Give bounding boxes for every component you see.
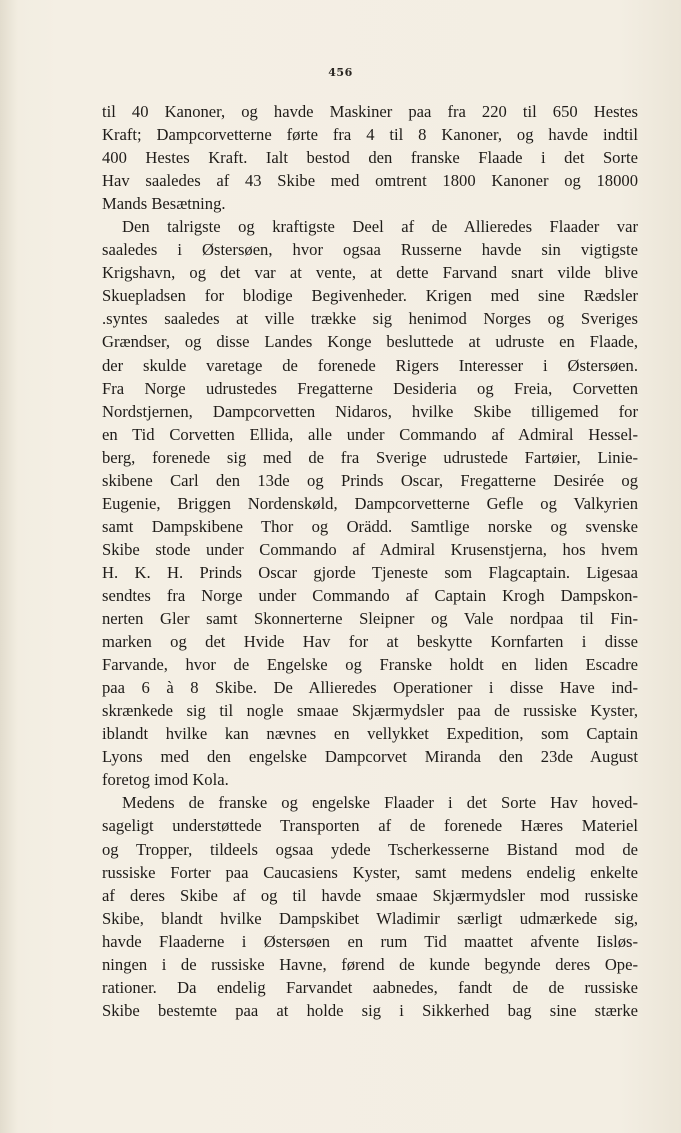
text-line: en Tid Corvetten Ellida, alle under Commando af Admiral Hessel- <box>102 424 638 444</box>
text-line: nerten Gler samt Skonnerterne Sleipner og Vale nordpaa til Fin- <box>102 609 638 629</box>
text-line: 400 Hestes Kraft. Ialt bestod den franske Flaade i det Sorte <box>102 148 638 168</box>
text-line: iblandt hvilke kan nævnes en vellykket Expedition, som Captain <box>102 724 638 744</box>
text-line: Skibe, blandt hvilke Dampskibet Wladimir særligt udmærkede sig, <box>102 908 638 928</box>
text-line: saaledes i Østersøen, hvor ogsaa Russerne havde sin vigtigste <box>102 240 638 260</box>
text-line: Fra Norge udrustedes Fregatterne Desideria og Freia, Corvetten <box>102 378 638 398</box>
text-line: foretog imod Kola. <box>102 770 229 790</box>
text-line: Farvande, hvor de Engelske og Franske holdt en liden Escadre <box>102 655 638 675</box>
text-line: af deres Skibe af og til havde smaae Skjærmydsler mod russiske <box>102 885 638 905</box>
text-line: .syntes saaledes at ville trække sig henimod Norges og Sveriges <box>102 309 638 329</box>
page-number: 456 <box>328 66 353 79</box>
text-line: Nordstjernen, Dampcorvetten Nidaros, hvilke Skibe tilligemed for <box>102 401 638 421</box>
text-line: berg, forenede sig med de fra Sverige udrustede Fartøier, Linie- <box>102 447 638 467</box>
text-line: H. K. H. Prinds Oscar gjorde Tjeneste som Flagcaptain. Ligesaa <box>102 562 638 582</box>
text-line: til 40 Kanoner, og havde Maskiner paa fra 220 til 650 Hestes <box>102 102 638 121</box>
text-line: Kraft; Dampcorvetterne førte fra 4 til 8 Kanoner, og havde indtil <box>102 125 638 145</box>
text-line: sageligt understøttede Transporten af de forenede Hæres Materiel <box>102 816 638 836</box>
text-line: skrænkede sig til nogle smaae Skjærmydsler paa de russiske Kyster, <box>102 701 638 721</box>
text-line: skibene Carl den 13de og Prinds Oscar, Fregatterne Desirée og <box>102 470 638 490</box>
text-line: samt Dampskibene Thor og Orädd. Samtlige norske og svenske <box>102 516 638 536</box>
text-line: Skibe bestemte paa at holde sig i Sikkerhed bag sine stærke <box>102 1000 638 1020</box>
text-line: marken og det Hvide Hav for at beskytte Kornfarten i disse <box>102 632 638 652</box>
text-line: paa 6 à 8 Skibe. De Allieredes Operationer i disse Have ind- <box>102 678 638 698</box>
text-line: Den talrigste og kraftigste Deel af de Allieredes Flaader var <box>122 217 638 237</box>
text-line: Hav saaledes af 43 Skibe med omtrent 1800 Kanoner og 18000 <box>102 171 638 191</box>
text-line: Eugenie, Briggen Nordenskøld, Dampcorvetterne Gefle og Valkyrien <box>102 493 638 513</box>
text-line: russiske Forter paa Caucasiens Kyster, samt medens endelig enkelte <box>102 862 638 882</box>
text-line: havde Flaaderne i Østersøen en rum Tid maattet afvente Iisløs- <box>102 931 638 951</box>
text-line: der skulde varetage de forenede Rigers Interesser i Østersøen. <box>102 355 638 375</box>
body-text <box>102 100 638 1022</box>
text-line: og Tropper, tildeels ogsaa ydede Tscherkesserne Bistand mod de <box>102 839 638 859</box>
text-line: Lyons med den engelske Dampcorvet Miranda den 23de August <box>102 747 638 767</box>
text-line: Grændser, og disse Landes Konge besluttede at udruste en Flaade, <box>102 332 638 352</box>
text-line: sendtes fra Norge under Commando af Captain Krogh Dampskon- <box>102 585 638 605</box>
text-line: Krigshavn, og det var at vente, at dette Farvand snart vilde blive <box>102 263 638 283</box>
text-line: Medens de franske og engelske Flaader i det Sorte Hav hoved- <box>122 793 638 813</box>
text-line: ningen i de russiske Havne, førend de kunde begynde deres Ope- <box>102 954 638 974</box>
text-line: Mands Besætning. <box>102 194 226 214</box>
text-line: Skuepladsen for blodige Begivenheder. Krigen med sine Rædsler <box>102 286 638 306</box>
text-line: rationer. Da endelig Farvandet aabnedes, fandt de de russiske <box>102 977 638 997</box>
text-line: Skibe stode under Commando af Admiral Krusenstjerna, hos hvem <box>102 539 638 559</box>
